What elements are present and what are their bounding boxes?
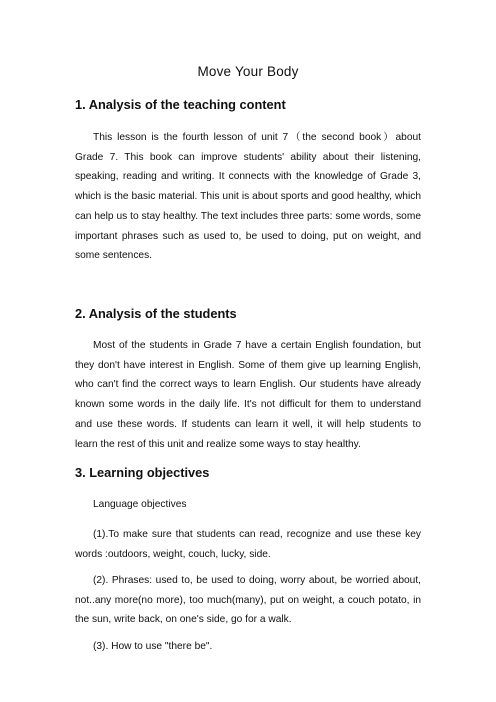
section-heading-learning-objectives: 3. Learning objectives [75, 465, 210, 480]
language-objectives-label: Language objectives [93, 499, 187, 510]
objective-phrases: (2). Phrases: used to, be used to doing, worry about, be worried about, not..any more(no more), too much(many), put on weight, a couch potato, in the sun, write back, on one's side, go for a walk. [75, 575, 421, 626]
section-heading-teaching-content: 1. Analysis of the teaching content [75, 97, 286, 112]
paragraph-students: Most of the students in Grade 7 have a certain English foundation, but they don't have interest in English. Some of them give up learning English, who can't find the correct ways to learn English. Our students have already known some words in the daily life. It's not difficult for them to understand and use these words. If students can learn it well, it will help students to learn the rest of this unit and realize some ways to stay healthy. [75, 340, 421, 450]
objective-key-words: (1).To make sure that students can read, recognize and use these key words :outdoors, weight, couch, lucky, side. [75, 529, 421, 560]
section-heading-students: 2. Analysis of the students [75, 306, 237, 321]
objective-there-be: (3). How to use "there be". [93, 641, 213, 652]
document-title: Move Your Body [197, 64, 299, 79]
paragraph-teaching-content: This lesson is the fourth lesson of unit 7（the second book）about Grade 7. This book can improve students' ability about their listening, speaking, reading and writing. It connects with the knowledge of Grade 3, which is the basic material. This unit is about sports and good healthy, which can help us to stay healthy. The text includes three parts: some words, some important phrases such as used to, be used to doing, put on weight, and some sentences. [75, 132, 421, 262]
